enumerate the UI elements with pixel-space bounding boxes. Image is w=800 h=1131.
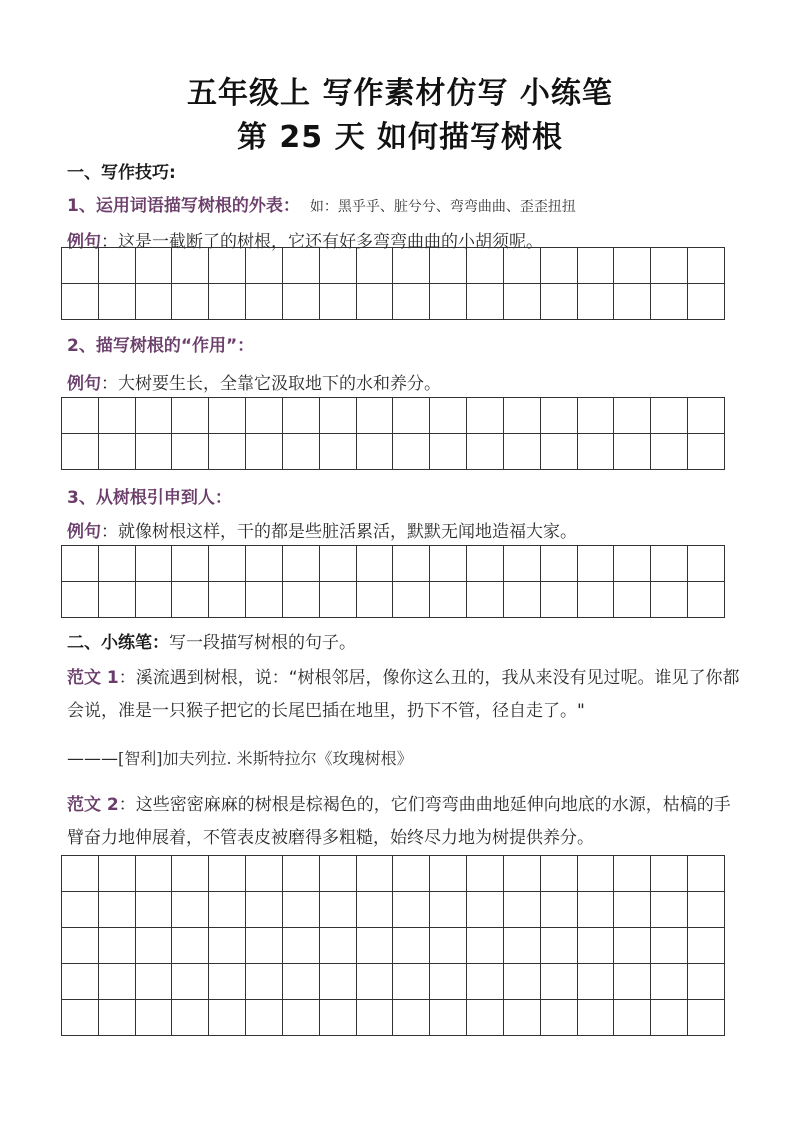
- item1-hint: 如：黑乎乎、脏兮兮、弯弯曲曲、歪歪扭扭: [309, 199, 576, 215]
- grid-cell[interactable]: [467, 582, 504, 618]
- grid-cell[interactable]: [541, 928, 578, 964]
- grid-cell[interactable]: [651, 434, 688, 470]
- section1-heading: 一、写作技巧:: [67, 163, 176, 183]
- grid-cell[interactable]: [357, 856, 394, 892]
- grid-cell[interactable]: [283, 928, 320, 964]
- grid-cell[interactable]: [172, 928, 209, 964]
- grid-cell[interactable]: [430, 928, 467, 964]
- grid-cell[interactable]: [504, 1000, 541, 1036]
- grid-cell[interactable]: [393, 964, 430, 1000]
- grid-cell[interactable]: [136, 398, 173, 434]
- grid-cell[interactable]: [62, 928, 99, 964]
- grid-cell[interactable]: [614, 856, 651, 892]
- grid-cell[interactable]: [504, 434, 541, 470]
- grid-cell[interactable]: [688, 892, 725, 928]
- grid-cell[interactable]: [209, 582, 246, 618]
- grid-cell[interactable]: [614, 1000, 651, 1036]
- grid-cell[interactable]: [504, 964, 541, 1000]
- item1-example-text: ：这是一截断了的树根，它还有好多弯弯曲曲的小胡须呢。: [101, 232, 543, 252]
- grid-cell[interactable]: [320, 582, 357, 618]
- grid-cell[interactable]: [357, 964, 394, 1000]
- writing-grid-3[interactable]: [61, 545, 725, 618]
- grid-cell[interactable]: [393, 856, 430, 892]
- item2-example-label: 例句: [67, 374, 101, 394]
- grid-cell[interactable]: [357, 928, 394, 964]
- grid-cell[interactable]: [430, 398, 467, 434]
- grid-cell[interactable]: [541, 892, 578, 928]
- grid-cell[interactable]: [209, 434, 246, 470]
- writing-grid-2[interactable]: [61, 397, 725, 470]
- grid-cell[interactable]: [467, 546, 504, 582]
- grid-cell[interactable]: [172, 434, 209, 470]
- grid-cell[interactable]: [393, 892, 430, 928]
- grid-cell[interactable]: [541, 398, 578, 434]
- sample1: [67, 662, 747, 728]
- grid-cell[interactable]: [357, 546, 394, 582]
- grid-cell[interactable]: [320, 434, 357, 470]
- grid-cell[interactable]: [62, 582, 99, 618]
- sample1-text: ：溪流遇到树根，说：“树根邻居，像你这么丑的，我从来没有见过呢。谁见了你都会说，准是一只猴子把它的长尾巴插在地里，扔下不管，径自走了。": [67, 668, 740, 721]
- grid-cell[interactable]: [504, 248, 541, 284]
- sample1-source-line: [67, 746, 413, 769]
- grid-cell[interactable]: [504, 856, 541, 892]
- grid-cell[interactable]: [283, 546, 320, 582]
- grid-cell[interactable]: [320, 284, 357, 320]
- grid-cell[interactable]: [283, 398, 320, 434]
- grid-cell[interactable]: [467, 1000, 504, 1036]
- grid-cell[interactable]: [62, 248, 99, 284]
- grid-cell[interactable]: [99, 856, 136, 892]
- grid-cell[interactable]: [209, 892, 246, 928]
- grid-cell[interactable]: [62, 1000, 99, 1036]
- grid-cell[interactable]: [209, 928, 246, 964]
- grid-cell[interactable]: [393, 928, 430, 964]
- grid-cell[interactable]: [136, 928, 173, 964]
- grid-cell[interactable]: [614, 582, 651, 618]
- grid-cell[interactable]: [430, 1000, 467, 1036]
- item3-example: [67, 517, 577, 542]
- grid-cell[interactable]: [578, 856, 615, 892]
- grid-cell[interactable]: [62, 398, 99, 434]
- grid-cell[interactable]: [246, 434, 283, 470]
- grid-cell[interactable]: [578, 546, 615, 582]
- grid-cell[interactable]: [209, 964, 246, 1000]
- grid-cell[interactable]: [578, 928, 615, 964]
- grid-cell[interactable]: [172, 1000, 209, 1036]
- grid-cell[interactable]: [172, 248, 209, 284]
- grid-cell[interactable]: [62, 546, 99, 582]
- grid-cell[interactable]: [172, 856, 209, 892]
- page-subtitle: 第 25 天 如何描写树根: [236, 120, 564, 155]
- item3-example-label: 例句: [67, 522, 101, 542]
- grid-cell[interactable]: [614, 928, 651, 964]
- grid-cell[interactable]: [578, 582, 615, 618]
- grid-cell[interactable]: [467, 434, 504, 470]
- grid-cell[interactable]: [357, 582, 394, 618]
- grid-cell[interactable]: [357, 892, 394, 928]
- grid-cell[interactable]: [99, 928, 136, 964]
- grid-cell[interactable]: [136, 248, 173, 284]
- grid-cell[interactable]: [283, 964, 320, 1000]
- grid-cell[interactable]: [541, 546, 578, 582]
- grid-cell[interactable]: [62, 284, 99, 320]
- item2-example: [67, 369, 441, 394]
- grid-cell[interactable]: [246, 284, 283, 320]
- grid-cell[interactable]: [467, 248, 504, 284]
- grid-cell[interactable]: [246, 546, 283, 582]
- grid-cell[interactable]: [688, 284, 725, 320]
- grid-cell[interactable]: [688, 1000, 725, 1036]
- grid-cell[interactable]: [62, 856, 99, 892]
- grid-cell[interactable]: [393, 284, 430, 320]
- grid-cell[interactable]: [320, 1000, 357, 1036]
- grid-cell[interactable]: [393, 1000, 430, 1036]
- grid-cell[interactable]: [504, 398, 541, 434]
- grid-cell[interactable]: [651, 1000, 688, 1036]
- grid-cell[interactable]: [246, 398, 283, 434]
- grid-cell[interactable]: [246, 248, 283, 284]
- grid-cell[interactable]: [504, 928, 541, 964]
- item3-label: 3、从树根引申到人：: [67, 488, 232, 508]
- sample1-source: [智利]加夫列拉. 米斯特拉尔《玫瑰树根》: [118, 749, 413, 768]
- grid-cell[interactable]: [541, 284, 578, 320]
- grid-cell[interactable]: [578, 1000, 615, 1036]
- grid-cell[interactable]: [614, 546, 651, 582]
- grid-cell[interactable]: [504, 582, 541, 618]
- grid-cell[interactable]: [430, 434, 467, 470]
- grid-cell[interactable]: [99, 434, 136, 470]
- grid-cell[interactable]: [467, 928, 504, 964]
- item2-example-text: ：大树要生长，全靠它汲取地下的水和养分。: [101, 374, 441, 394]
- grid-cell[interactable]: [651, 398, 688, 434]
- grid-cell[interactable]: [467, 398, 504, 434]
- grid-cell[interactable]: [541, 1000, 578, 1036]
- grid-cell[interactable]: [320, 546, 357, 582]
- sample1-label: 范文 1: [67, 668, 119, 688]
- grid-cell[interactable]: [209, 1000, 246, 1036]
- grid-cell[interactable]: [209, 284, 246, 320]
- grid-cell[interactable]: [651, 546, 688, 582]
- grid-cell[interactable]: [430, 856, 467, 892]
- grid-cell[interactable]: [393, 582, 430, 618]
- grid-cell[interactable]: [467, 284, 504, 320]
- grid-cell[interactable]: [614, 964, 651, 1000]
- grid-cell[interactable]: [172, 582, 209, 618]
- grid-cell[interactable]: [246, 892, 283, 928]
- grid-cell[interactable]: [430, 964, 467, 1000]
- grid-cell[interactable]: [651, 856, 688, 892]
- grid-cell[interactable]: [541, 434, 578, 470]
- grid-cell[interactable]: [688, 546, 725, 582]
- item2-line: [67, 331, 254, 356]
- writing-grid-1[interactable]: [61, 247, 725, 320]
- grid-cell[interactable]: [651, 892, 688, 928]
- item1-label: 1、运用词语描写树根的外表：: [67, 196, 300, 216]
- grid-cell[interactable]: [172, 892, 209, 928]
- grid-cell[interactable]: [99, 284, 136, 320]
- grid-cell[interactable]: [283, 248, 320, 284]
- grid-cell[interactable]: [246, 1000, 283, 1036]
- grid-cell[interactable]: [614, 434, 651, 470]
- grid-cell[interactable]: [283, 284, 320, 320]
- item3-example-text: ：就像树根这样，干的都是些脏活累活，默默无闻地造福大家。: [101, 522, 577, 542]
- grid-cell[interactable]: [209, 546, 246, 582]
- item1-example-label: 例句: [67, 232, 101, 252]
- grid-cell[interactable]: [357, 434, 394, 470]
- item1-line: [67, 191, 576, 216]
- grid-cell[interactable]: [541, 856, 578, 892]
- grid-cell[interactable]: [246, 928, 283, 964]
- grid-cell[interactable]: [578, 248, 615, 284]
- grid-cell[interactable]: [688, 582, 725, 618]
- grid-cell[interactable]: [172, 398, 209, 434]
- grid-cell[interactable]: [541, 248, 578, 284]
- grid-cell[interactable]: [320, 398, 357, 434]
- grid-cell[interactable]: [99, 1000, 136, 1036]
- grid-cell[interactable]: [136, 964, 173, 1000]
- grid-cell[interactable]: [504, 284, 541, 320]
- grid-cell[interactable]: [578, 892, 615, 928]
- grid-cell[interactable]: [393, 434, 430, 470]
- grid-cell[interactable]: [357, 398, 394, 434]
- sample1-source-dash: ———: [67, 749, 118, 769]
- grid-cell[interactable]: [651, 928, 688, 964]
- grid-cell[interactable]: [136, 434, 173, 470]
- grid-cell[interactable]: [614, 248, 651, 284]
- grid-cell[interactable]: [651, 964, 688, 1000]
- grid-cell[interactable]: [541, 582, 578, 618]
- grid-cell[interactable]: [62, 964, 99, 1000]
- grid-cell[interactable]: [320, 248, 357, 284]
- grid-cell[interactable]: [393, 248, 430, 284]
- item2-label: 2、描写树根的“作用”：: [67, 336, 255, 356]
- grid-cell[interactable]: [172, 964, 209, 1000]
- grid-cell[interactable]: [467, 856, 504, 892]
- section2-heading: 二、小练笔：: [67, 633, 169, 653]
- grid-cell[interactable]: [136, 892, 173, 928]
- section2-heading-line: [67, 628, 356, 653]
- grid-cell[interactable]: [430, 284, 467, 320]
- grid-cell[interactable]: [578, 434, 615, 470]
- grid-cell[interactable]: [99, 892, 136, 928]
- grid-cell[interactable]: [246, 856, 283, 892]
- section2-task: 写一段描写树根的句子。: [169, 633, 356, 653]
- grid-cell[interactable]: [688, 434, 725, 470]
- grid-cell[interactable]: [283, 892, 320, 928]
- grid-cell[interactable]: [99, 582, 136, 618]
- grid-cell[interactable]: [430, 582, 467, 618]
- page-title: 五年级上 写作素材仿写 小练笔: [187, 76, 613, 111]
- grid-cell[interactable]: [136, 1000, 173, 1036]
- grid-cell[interactable]: [578, 964, 615, 1000]
- grid-cell[interactable]: [246, 964, 283, 1000]
- grid-cell[interactable]: [320, 892, 357, 928]
- grid-cell[interactable]: [62, 892, 99, 928]
- grid-cell[interactable]: [136, 546, 173, 582]
- grid-cell[interactable]: [172, 284, 209, 320]
- grid-cell[interactable]: [688, 398, 725, 434]
- grid-cell[interactable]: [283, 582, 320, 618]
- grid-cell[interactable]: [688, 964, 725, 1000]
- grid-cell[interactable]: [209, 856, 246, 892]
- grid-cell[interactable]: [430, 546, 467, 582]
- grid-cell[interactable]: [209, 398, 246, 434]
- grid-cell[interactable]: [541, 964, 578, 1000]
- grid-cell[interactable]: [172, 546, 209, 582]
- grid-cell[interactable]: [136, 856, 173, 892]
- grid-cell[interactable]: [283, 1000, 320, 1036]
- grid-cell[interactable]: [430, 248, 467, 284]
- grid-cell[interactable]: [688, 248, 725, 284]
- grid-cell[interactable]: [283, 856, 320, 892]
- grid-cell[interactable]: [136, 582, 173, 618]
- grid-cell[interactable]: [357, 1000, 394, 1036]
- grid-cell[interactable]: [614, 284, 651, 320]
- grid-cell[interactable]: [651, 582, 688, 618]
- grid-cell[interactable]: [578, 284, 615, 320]
- grid-cell[interactable]: [99, 248, 136, 284]
- writing-grid-4[interactable]: [61, 855, 725, 1036]
- grid-cell[interactable]: [357, 248, 394, 284]
- grid-cell[interactable]: [578, 398, 615, 434]
- grid-cell[interactable]: [614, 892, 651, 928]
- grid-cell[interactable]: [283, 434, 320, 470]
- grid-cell[interactable]: [320, 964, 357, 1000]
- grid-cell[interactable]: [209, 248, 246, 284]
- grid-cell[interactable]: [504, 546, 541, 582]
- sample2: [67, 789, 747, 855]
- sample2-text: ：这些密密麻麻的树根是棕褐色的，它们弯弯曲曲地延伸向地底的水源，枯槁的手臂奋力地伸展着，不管表皮被磨得多粗糙，始终尽力地为树提供养分。: [67, 795, 731, 848]
- grid-cell[interactable]: [430, 892, 467, 928]
- item3-line: [67, 483, 232, 508]
- grid-cell[interactable]: [62, 434, 99, 470]
- grid-cell[interactable]: [614, 398, 651, 434]
- grid-cell[interactable]: [467, 892, 504, 928]
- grid-cell[interactable]: [136, 284, 173, 320]
- grid-cell[interactable]: [357, 284, 394, 320]
- grid-cell[interactable]: [393, 546, 430, 582]
- grid-cell[interactable]: [320, 928, 357, 964]
- grid-cell[interactable]: [320, 856, 357, 892]
- grid-cell[interactable]: [99, 546, 136, 582]
- grid-cell[interactable]: [651, 284, 688, 320]
- grid-cell[interactable]: [99, 398, 136, 434]
- grid-cell[interactable]: [99, 964, 136, 1000]
- grid-cell[interactable]: [504, 892, 541, 928]
- grid-cell[interactable]: [688, 856, 725, 892]
- grid-cell[interactable]: [393, 398, 430, 434]
- grid-cell[interactable]: [651, 248, 688, 284]
- sample2-label: 范文 2: [67, 795, 119, 815]
- grid-cell[interactable]: [688, 928, 725, 964]
- grid-cell[interactable]: [467, 964, 504, 1000]
- grid-cell[interactable]: [246, 582, 283, 618]
